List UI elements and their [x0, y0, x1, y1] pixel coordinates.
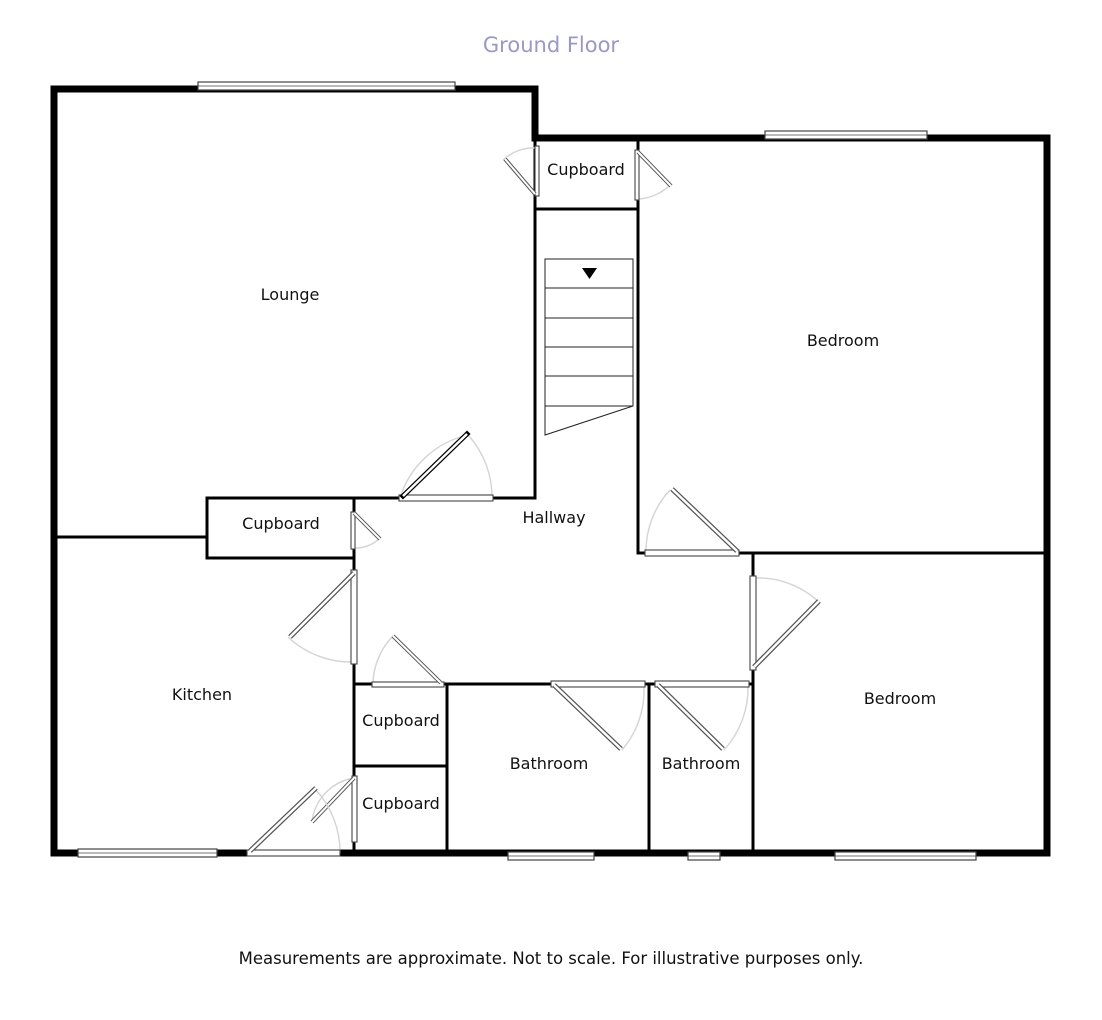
door-bedroom-top	[645, 489, 739, 556]
door-cupboard-top-right	[635, 150, 671, 200]
room-label-bathroom-2: Bathroom	[661, 754, 741, 773]
door-cupboard-lower	[372, 636, 444, 687]
window-bedroom-top	[765, 131, 927, 139]
outer-walls	[54, 89, 1047, 853]
room-label-cupboard-top: Cupboard	[547, 160, 625, 179]
door-lounge	[399, 434, 493, 501]
room-label-bedroom-top: Bedroom	[806, 331, 880, 350]
window-kitchen	[78, 849, 217, 857]
door-cupboard-bottom	[312, 776, 357, 842]
door-kitchen-external	[247, 788, 340, 856]
windows	[78, 82, 976, 860]
door-bathroom-2	[655, 681, 749, 750]
room-label-cupboard-lower-2: Cupboard	[362, 794, 440, 813]
door-cupboard-middle	[351, 512, 380, 549]
window-lounge	[198, 82, 455, 90]
interior-walls	[58, 138, 1047, 853]
window-bedroom-bottom	[835, 852, 976, 860]
room-label-cupboard-lower-1: Cupboard	[362, 711, 440, 730]
room-labels	[172, 160, 936, 813]
room-label-bedroom-bottom: Bedroom	[863, 689, 937, 708]
staircase	[545, 259, 633, 435]
room-label-cupboard-middle: Cupboard	[242, 514, 320, 533]
window-bathroom-1	[508, 852, 594, 860]
room-label-lounge: Lounge	[260, 285, 320, 304]
floor-title: Ground Floor	[482, 33, 620, 57]
window-bathroom-2	[688, 852, 720, 860]
door-bedroom-bottom	[750, 576, 820, 670]
door-kitchen-hallway	[288, 570, 357, 664]
disclaimer-text: Measurements are approximate. Not to scale. For illustrative purposes only.	[238, 949, 864, 968]
room-label-kitchen: Kitchen	[171, 685, 233, 704]
door-bathroom-1	[551, 681, 645, 750]
room-label-bathroom-1: Bathroom	[509, 754, 589, 773]
room-label-hallway: Hallway	[522, 508, 586, 527]
